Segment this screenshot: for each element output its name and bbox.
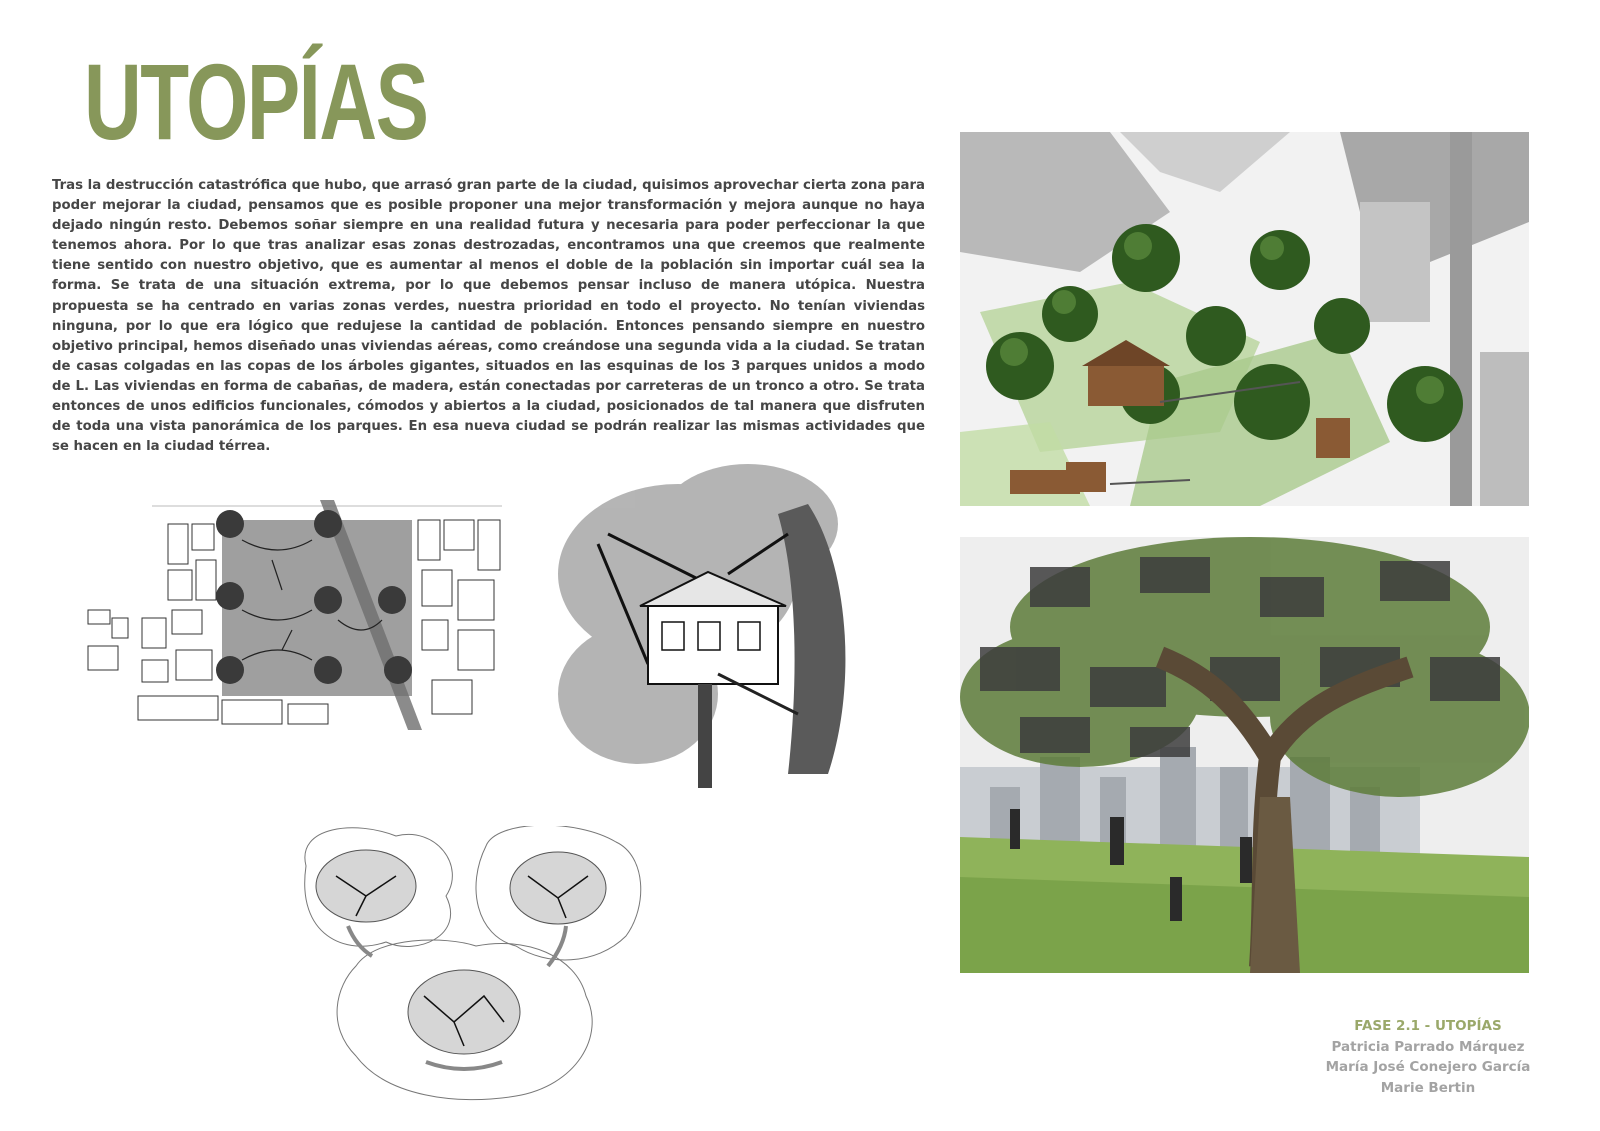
author-name: Marie Bertin: [1380, 1079, 1476, 1096]
treehouse-sketch: [548, 444, 868, 788]
credits-block: [1300, 1016, 1556, 1098]
author-name: Patricia Parrado Márquez: [1331, 1038, 1525, 1055]
tree-network-diagram: [296, 826, 648, 1102]
page-title: UTOPÍAS: [84, 41, 428, 162]
aerial-plan-collage: [960, 132, 1529, 506]
site-map-sketch: [82, 500, 510, 740]
author-name: María José Conejero García: [1325, 1059, 1531, 1076]
treehouse-scene-collage: [960, 537, 1529, 973]
phase-label: FASE 2.1 - UTOPÍAS: [1354, 1018, 1502, 1034]
description-paragraph: Tras la destrucción catastrófica que hubo, que arrasó gran parte de la ciudad, quisimos aprovechar cierta zona para poder mejorar la ciudad, pensamos que es posible proponer una mejor transformación y mejora aunque no haya dejado ningún resto. Debemos soñar siempre en una realidad futura y necesaria para poder perfeccionar la que tenemos ahora. Por lo que tras analizar esas zonas destrozadas, encontramos una que creemos que realmente tiene sentido con nuestro objetivo, que es aumentar al menos el doble de la población sin importar cuál sea la forma. Se trata de una situación extrema, por lo que debemos pensar incluso de manera utópica. Nuestra propuesta se ha centrado en varias zonas verdes, nuestra prioridad en todo el proyecto. No tenían viviendas ninguna, por lo que era lógico que redujese la cantidad de población. Entonces pensando siempre en nuestro objetivo principal, hemos diseñado unas viviendas aéreas, como creándose una segunda vida a la ciudad. Se tratan de casas colgadas en las copas de los árboles gigantes, situados en las esquinas de los 3 parques unidos a modo de L. Las viviendas en forma de cabañas, de madera, están conectadas por carreteras de un tronco a otro. Se trata entonces de unos edificios funcionales, cómodos y abiertos a la ciudad, posicionados de tal manera que disfruten de toda una vista panorámica de los parques. En esa nueva ciudad se podrán realizar las mismas actividades que se hacen en la ciudad térrea.: [52, 178, 925, 455]
